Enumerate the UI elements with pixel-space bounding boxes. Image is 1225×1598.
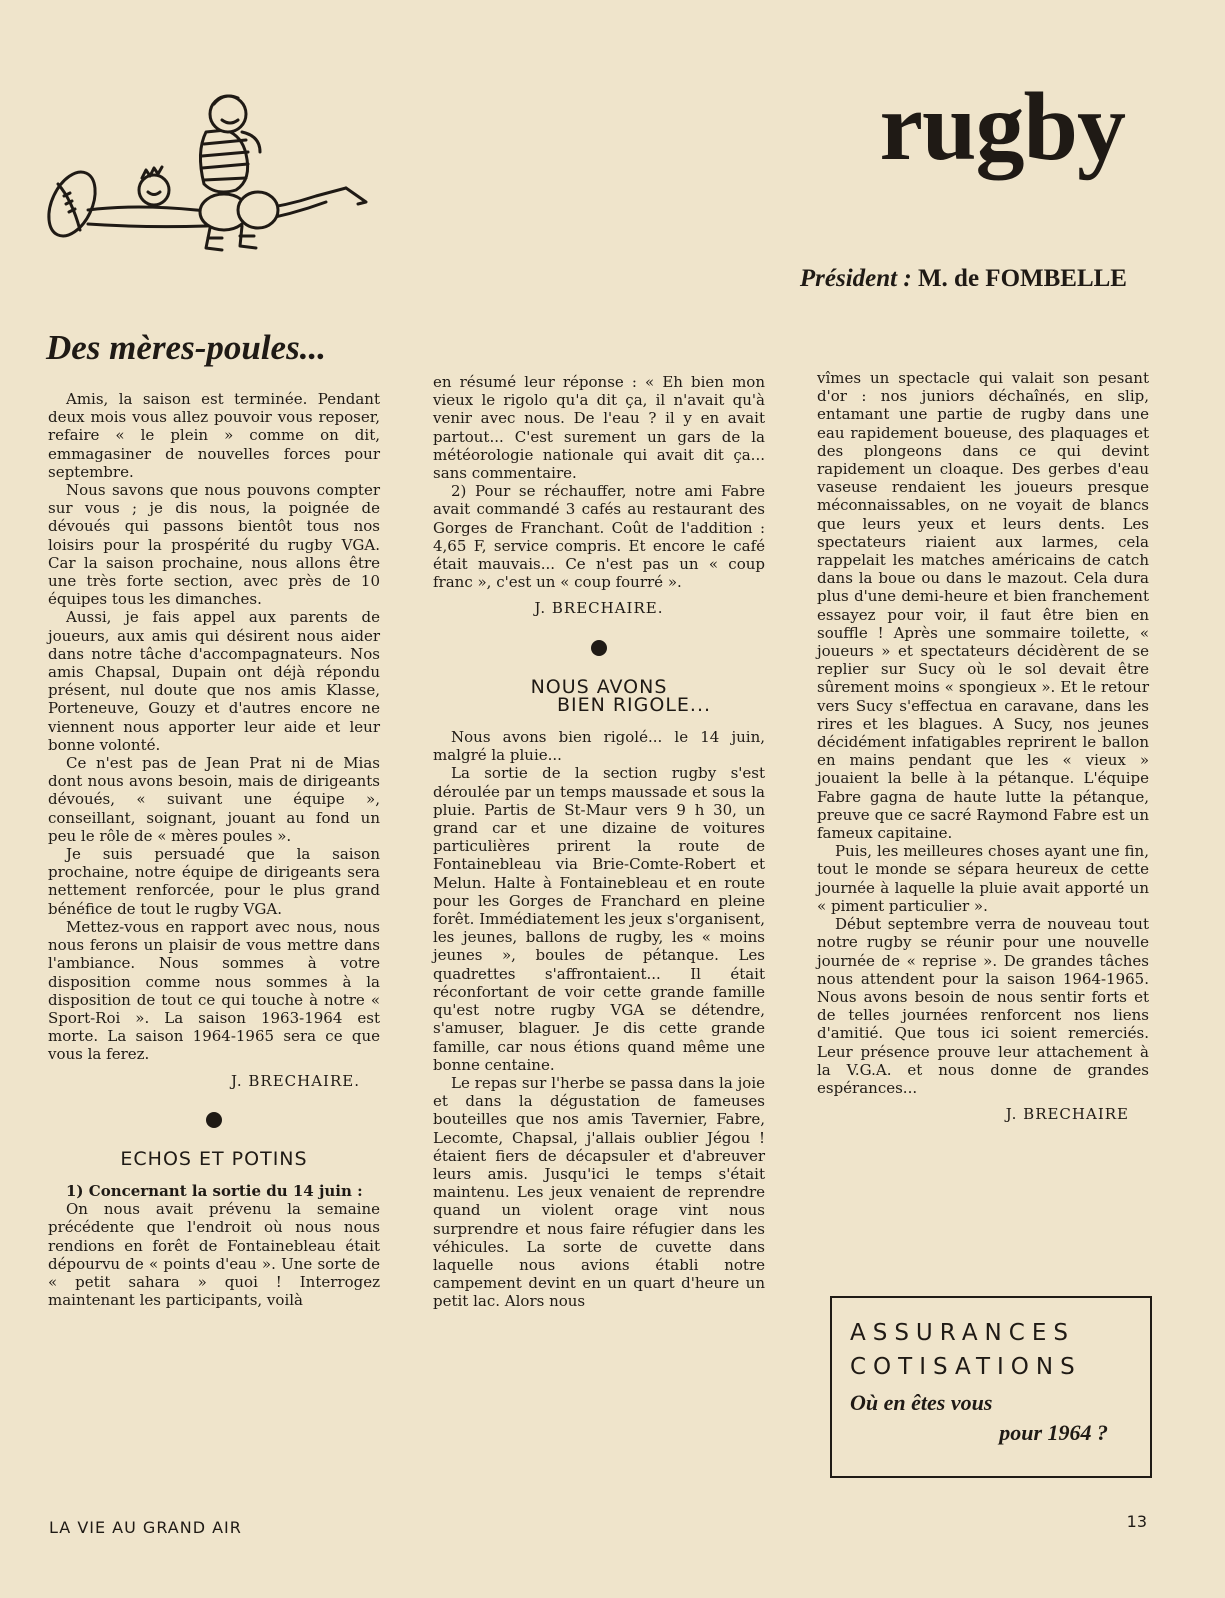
paragraph: Je suis persuadé que la saison prochaine, notre équipe de dirigeants sera nettement renforcée, pour le plus grand bénéfice de tout le rugby VGA. — [48, 845, 380, 918]
paragraph: Amis, la saison est terminée. Pendant deux mois vous allez pouvoir vous reposer, refaire « le plein » comme on dit, emmagasiner de nouvelles forces pour septembre. — [48, 390, 380, 481]
column-2 — [433, 373, 765, 1311]
article-headline: Des mères-poules... — [46, 328, 326, 367]
notice-line-cotisations: COTISATIONS — [850, 1354, 1082, 1380]
president-name: M. de FOMBELLE — [917, 265, 1127, 292]
notice-line-assurances: ASSURANCES — [850, 1320, 1075, 1346]
echos-item-1-continued: en résumé leur réponse : « Eh bien mon vieux le rigolo qu'a dit ça, il n'avait qu'à venir avec nous. De l'eau ? il y en avait partout... C'est surement un gars de la météorologie nationale qui avait dit ça... sans commentaire. — [433, 373, 765, 483]
section-separator-dot — [591, 640, 607, 656]
echos-title: ECHOS ET POTINS — [120, 1147, 308, 1170]
section-separator-dot — [206, 1112, 222, 1128]
rigole-title-line-1: NOUS AVONS — [530, 675, 668, 698]
paragraph: Ce n'est pas de Jean Prat ni de Mias dont nous avons besoin, mais de dirigeants dévoués, « suivant une équipe », conseillant, soignant, jouant au fond un peu le rôle de « mères poules ». — [48, 754, 380, 845]
paragraph: Nous savons que nous pouvons compter sur vous ; je dis nous, la poignée de dévoués qui passons bientôt tous nos loisirs pour la prospérité du rugby VGA. Car la saison prochaine, nous allons être une très forte section, avec près de 10 équipes tous les dimanches. — [48, 481, 380, 609]
paragraph: Puis, les meilleures choses ayant une fin, tout le monde se sépara heureux de cette journée à laquelle la pluie avait apporté un « piment particulier ». — [817, 842, 1149, 915]
echos-item-1-title: 1) Concernant la sortie du 14 juin : — [66, 1181, 363, 1200]
president-label: Président : — [799, 265, 912, 292]
signature: J. BRECHAIRE — [1005, 1105, 1129, 1124]
paragraph: Nous avons bien rigolé... le 14 juin, malgré la pluie... — [433, 728, 765, 765]
echos-item-1-text: On nous avait prévenu la semaine précédente que l'endroit où nous nous rendions en forêt de Fontainebleau était dépourvu de « points d'eau ». Une sorte de « petit sahara » quoi ! Interrogez maintenant les participants, voilà — [48, 1200, 380, 1310]
echos-item-2-text: 2) Pour se réchauffer, notre ami Fabre avait commandé 3 cafés au restaurant des Gorges de Franchant. Coût de l'addition : 4,65 F, service compris. Et encore le café était mauvais... Ce n'est pas un « coup franc », c'est un « coup fourré ». — [433, 482, 765, 592]
section-title: rugby — [879, 73, 1125, 181]
rigole-title-line-2: BIEN RIGOLE... — [556, 693, 712, 716]
president-line — [800, 265, 1127, 293]
paragraph: Mettez-vous en rapport avec nous, nous nous ferons un plaisir de vous mettre dans l'ambiance. Nous sommes à votre disposition comme nous sommes à la disposition de tout ce qui touche à notre « Sport-Roi ». La saison 1963-1964 est morte. La saison 1964-1965 sera ce que vous la ferez. — [48, 917, 380, 1064]
paragraph: Le repas sur l'herbe se passa dans la joie et dans la dégustation de fameuses bouteilles que nos amis Tavernier, Fabre, Lecomte, Chapsal, j'allais oublier Jégou ! étaient fiers de décapsuler et d'abreuver leurs amis. Jusqu'ici le temps s'était maintenu. Les jeux venaient de reprendre quand un violent orage vint nous surprendre et nous faire réfugier dans les véhicules. La sorte de cuvette dans laquelle nous avions établi notre campement devint en un quart d'heure un petit lac. Alors nous — [433, 1073, 765, 1311]
paragraph: Aussi, je fais appel aux parents de joueurs, aux amis qui désirent nous aider dans notre tâche d'accompagnateurs. Nos amis Chapsal, Dupain ont déjà répondu présent, nul doute que nos amis Klasse, Porteneuve, Gouzy et d'autres encore ne viennent nous apporter leur aide et leur bonne volonté. — [48, 608, 380, 754]
notice-question-line-2: pour 1964 ? — [999, 1420, 1108, 1445]
column-3 — [817, 369, 1149, 1123]
page-number: 13 — [1126, 1512, 1147, 1531]
insurance-notice-box — [830, 1296, 1152, 1478]
rigole-title — [433, 675, 765, 716]
rugby-player-cartoon-illustration — [46, 92, 376, 262]
column-1 — [48, 390, 380, 1309]
paragraph: Début septembre verra de nouveau tout notre rugby se réunir pour une nouvelle journée de « reprise ». De grandes tâches nous attendent pour la saison 1964-1965. Nous avons besoin de nous sentir forts et de telles journées renforcent nos liens d'amitié. Que tous ici soient remerciés. Leur présence prouve leur attachement à la V.G.A. et nous donne de grandes espérances... — [817, 915, 1149, 1097]
publication-name: LA VIE AU GRAND AIR — [49, 1518, 242, 1537]
notice-question-line-1: Où en êtes vous — [850, 1390, 993, 1415]
paragraph: vîmes un spectacle qui valait son pesant d'or : nos juniors déchaînés, en slip, entamant une partie de rugby dans une eau rapidement boueuse, des plaquages et des plongeons dans ce qui devint rapidement un cloaque. Des gerbes d'eau vaseuse rendaient les joueurs presque méconnaissables, on ne voyait de blancs que leurs yeux et leurs dents. Les spectateurs riaient aux larmes, cela rappelait les matches américains de catch dans la boue ou dans le mazout. Cela dura plus d'une demi-heure et bien franchement essayez pour voir, il faut être bien en souffle ! Après une sommaire toilette, « joueurs » et spectateurs décidèrent de se replier sur Sucy où le sol devait être sûrement moins « spongieux ». Et le retour vers Sucy s'effectua en caravane, dans les rires et les blagues. A Sucy, nos jeunes décidément infatigables reprirent le ballon en mains pendant que les « vieux » jouaient la belle à la pétanque. L'équipe Fabre gagna de haute lutte la pétanque, preuve que ce sacré Raymond Fabre est un fameux capitaine. — [817, 369, 1149, 843]
signature: J. BRECHAIRE. — [534, 599, 664, 618]
signature: J. BRECHAIRE. — [231, 1071, 360, 1090]
paragraph: La sortie de la section rugby s'est déroulée par un temps maussade et sous la pluie. Partis de St-Maur vers 9 h 30, un grand car et une dizaine de voitures particulières prirent la route de Fontainebleau via Brie-Comte-Robert et Melun. Halte à Fontainebleau et en route pour les Gorges de Franchard en pleine forêt. Immédiatement les jeux s'organisent, les jeunes, ballons de rugby, les « moins jeunes », boules de pétanque. Les quadrettes s'affrontaient... Il était réconfortant de voir cette grande famille qu'est notre rugby VGA se détendre, s'amuser, blaguer. Je dis cette grande famille, car nous étions quand même une bonne centaine. — [433, 764, 765, 1074]
